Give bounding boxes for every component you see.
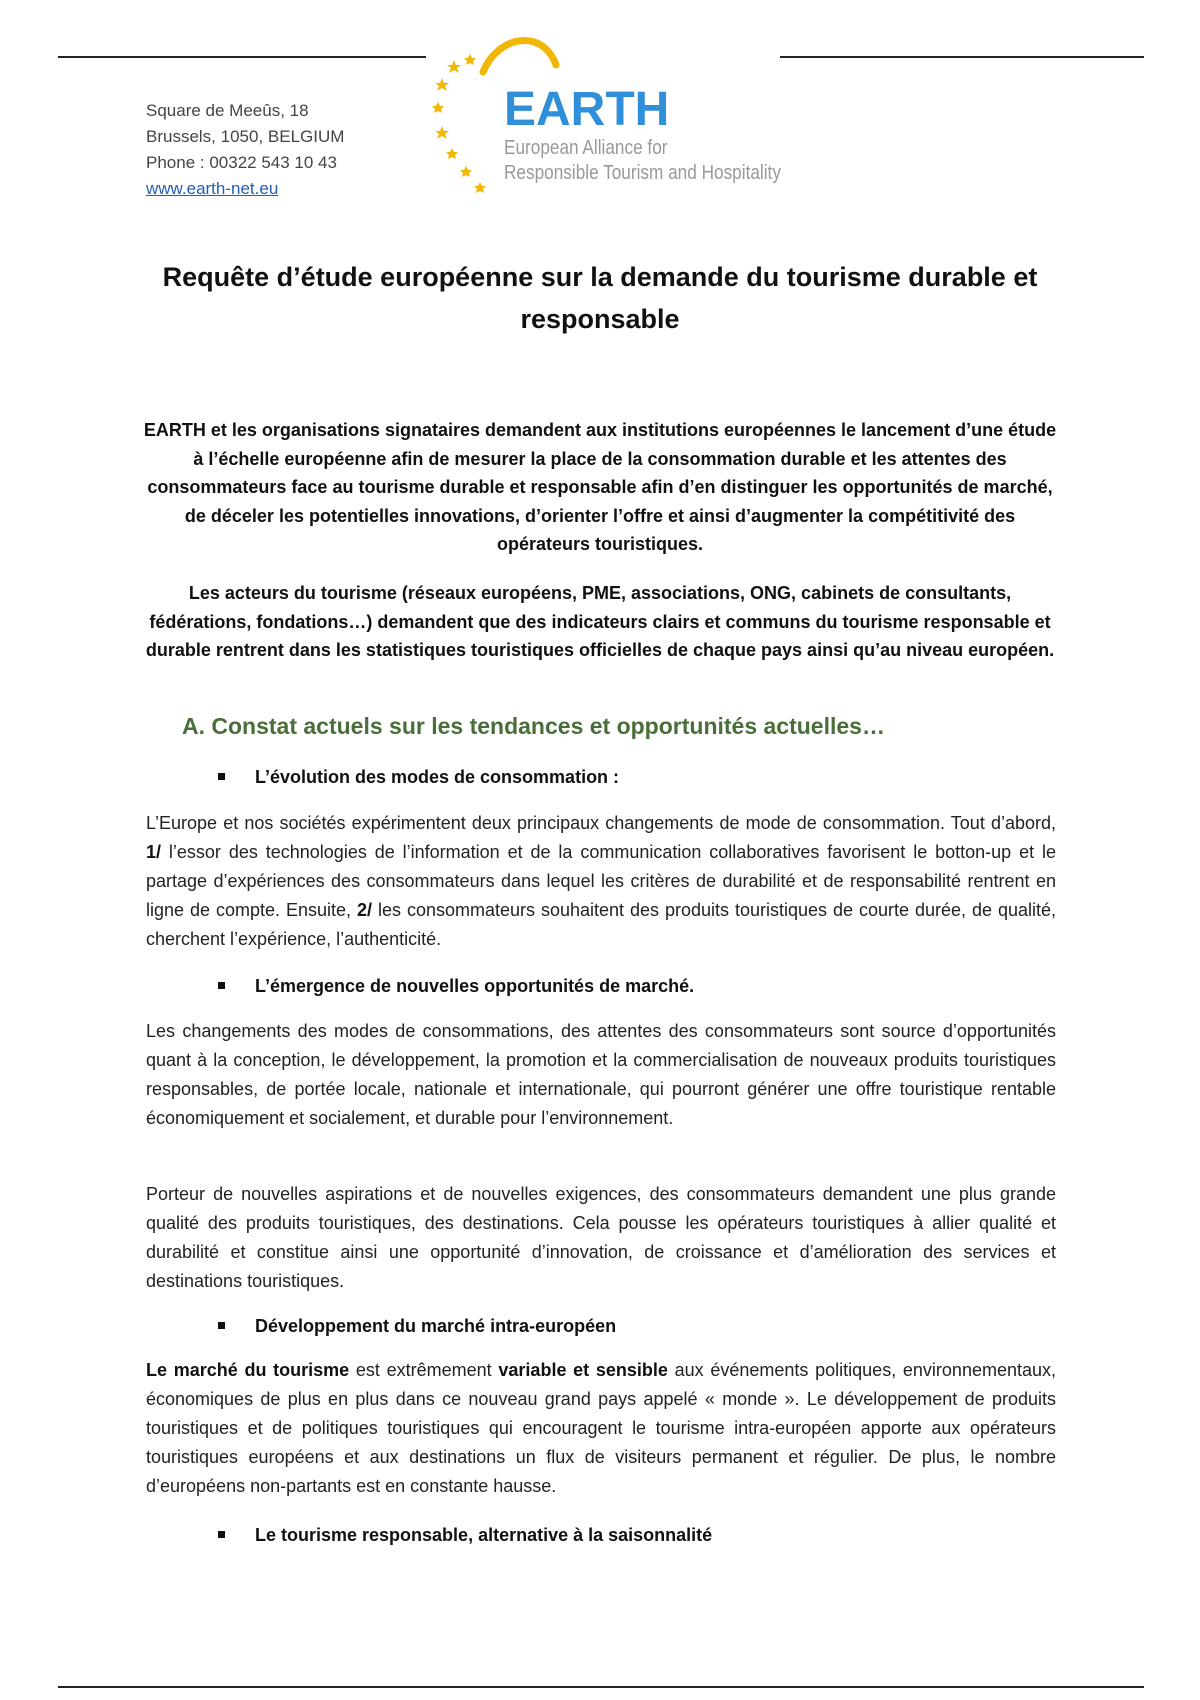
document-title: Requête d’étude européenne sur la demande du tourisme durable et responsable — [162, 262, 1038, 334]
paragraph-tourism-market: Le marché du tourisme est extrêmement variable et sensible aux événements politiques, environnementaux, économiques de plus en plus dans ce nouveau grand pays appelé « monde ». Le développement de produits touristiques et de politiques touristiques qui encouragent le tourisme intra-européen apporte aux opérateurs touristiques européens et aux destinations un flux de visiteurs permanent et régulier. De plus, le nombre d’européens non-partants est en constante hausse. — [146, 1360, 1057, 1496]
logo-tagline: European Alliance for Responsible Tourism and Hospitality — [504, 137, 781, 184]
address-block — [146, 98, 344, 202]
paragraph-consumption: L’Europe et nos sociétés expérimentent deux principaux changements de mode de consommation. Tout d’abord, 1/ l’essor des technologies de l’information et de la communication collaboratives favorisent le botton-up et le partage d’expériences des consommateurs dans lequel les critères de durabilité et de responsabilité rentrent en ligne de compte. Ensuite, 2/ les consommateurs souhaitent des produits touristiques de courte durée, de qualité, cherchent l’expérience, l’authenticité. — [146, 813, 1056, 949]
intro-paragraph-2: Les acteurs du tourisme (réseaux européens, PME, associations, ONG, cabinets de consultants, fédérations, fondations…) demandent que des indicateurs clairs et communs du tourisme responsable et durable rentrent dans les statistiques touristiques officielles de chaque pays ainsi qu’au niveau européen. — [145, 583, 1055, 660]
bullet-intra-european-market: Développement du marché intra-européen — [218, 1316, 616, 1337]
header-rule-right — [780, 56, 1144, 58]
header-rule-left — [58, 56, 426, 58]
bullet-seasonality: Le tourisme responsable, alternative à la saisonnalité — [218, 1525, 712, 1546]
bullet-square-icon — [218, 1322, 225, 1329]
address-line-street: Square de Meeûs, 18 — [146, 101, 309, 120]
bullet-consumption-modes: L’évolution des modes de consommation : — [218, 767, 619, 788]
earth-logo — [428, 30, 788, 200]
bullet-square-icon — [218, 773, 225, 780]
section-a-heading: A. Constat actuels sur les tendances et opportunités actuelles… — [182, 713, 885, 739]
logo-wordmark: EARTH — [504, 83, 670, 136]
address-line-city: Brussels, 1050, BELGIUM — [146, 127, 345, 146]
paragraph-aspirations: Porteur de nouvelles aspirations et de nouvelles exigences, des consommateurs demandent une plus grande qualité des produits touristiques, des destinations. Cela pousse les opérateurs touristiques à allier qualité et durabilité et constitue ainsi une opportunité d’innovation, de croissance et d’amélioration des services et destinations touristiques. — [146, 1184, 1056, 1291]
paragraph-opportunities: Les changements des modes de consommations, des attentes des consommateurs sont source d’opportunités quant à la conception, le développement, la promotion et la commercialisation de nouveaux produits touristiques responsables, de portée locale, nationale et internationale, qui pourront générer une offre touristique rentable économiquement et socialement, et durable pour l’environnement. — [146, 1021, 1056, 1128]
bullet-square-icon — [218, 1531, 225, 1538]
bullet-square-icon — [218, 982, 225, 989]
address-line-phone: Phone : 00322 543 10 43 — [146, 153, 337, 172]
intro-paragraph-1: EARTH et les organisations signataires demandent aux institutions européennes le lancement d’une étude à l’échelle européenne afin de mesurer la place de la consommation durable et les attentes des consommateurs face au tourisme durable et responsable afin d’en distinguer les opportunités de marché, de déceler les potentielles innovations, d’orienter l’offre et ainsi d’augmenter la compétitivité des opérateurs touristiques. — [143, 420, 1057, 554]
website-link[interactable]: www.earth-net.eu — [146, 179, 279, 198]
footer-rule — [58, 1686, 1144, 1688]
bullet-market-opportunities: L’émergence de nouvelles opportunités de marché. — [218, 976, 694, 997]
